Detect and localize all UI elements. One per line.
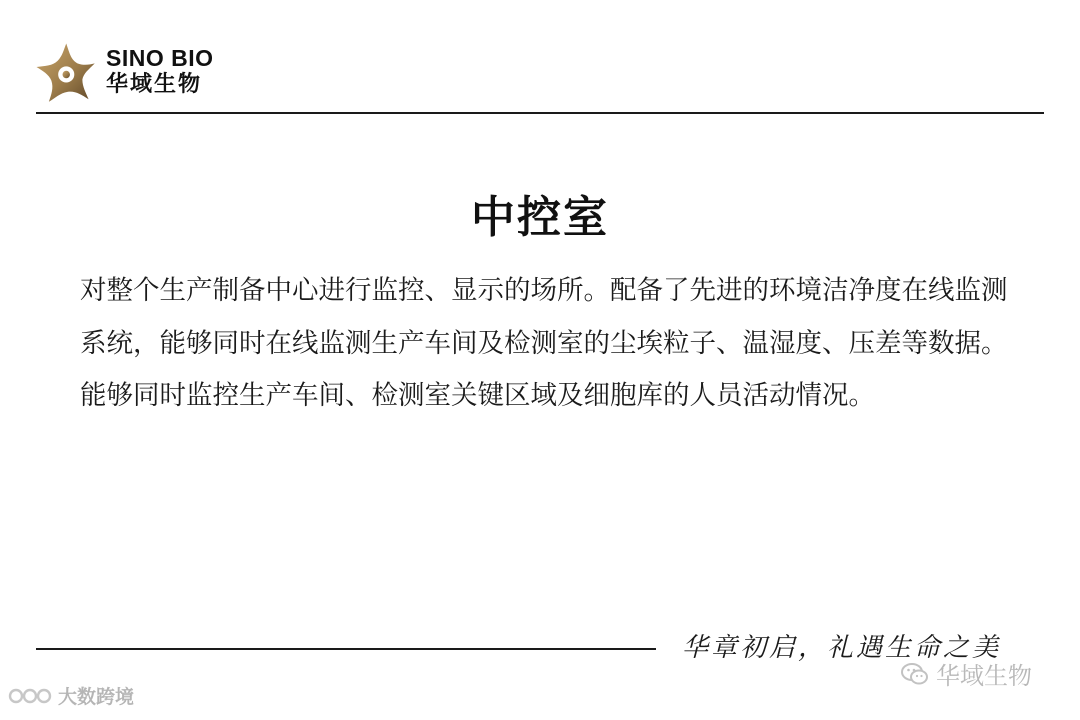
watermark-logo-icon xyxy=(8,684,54,708)
sino-bio-logo-icon xyxy=(34,41,96,103)
header-divider xyxy=(36,112,1044,114)
footer-slogan: 华章初启，礼遇生命之美 xyxy=(682,633,1002,663)
logo-text-cn: 华域生物 xyxy=(106,72,203,97)
watermark-left-text: 大数跨境 xyxy=(58,686,135,708)
watermark-right-text: 华域生物 xyxy=(936,662,1032,690)
logo xyxy=(34,42,214,102)
page-title: 中控室 xyxy=(471,192,609,243)
wechat-icon xyxy=(900,659,930,689)
footer-divider xyxy=(36,648,656,650)
watermark-right xyxy=(900,656,1032,691)
watermark-left xyxy=(8,682,134,709)
description-text: 对整个生产制备中心进行监控、显示的场所。配备了先进的环境洁净度在线监测系统，能够同时在线监测生产车间及检测室的尘埃粒子、温湿度、压差等数据。能够同时监控生产车间、检测室关键区域及细胞库的人员活动情况。 xyxy=(80,275,1008,411)
logo-text-en: SINO BIO xyxy=(106,45,214,71)
